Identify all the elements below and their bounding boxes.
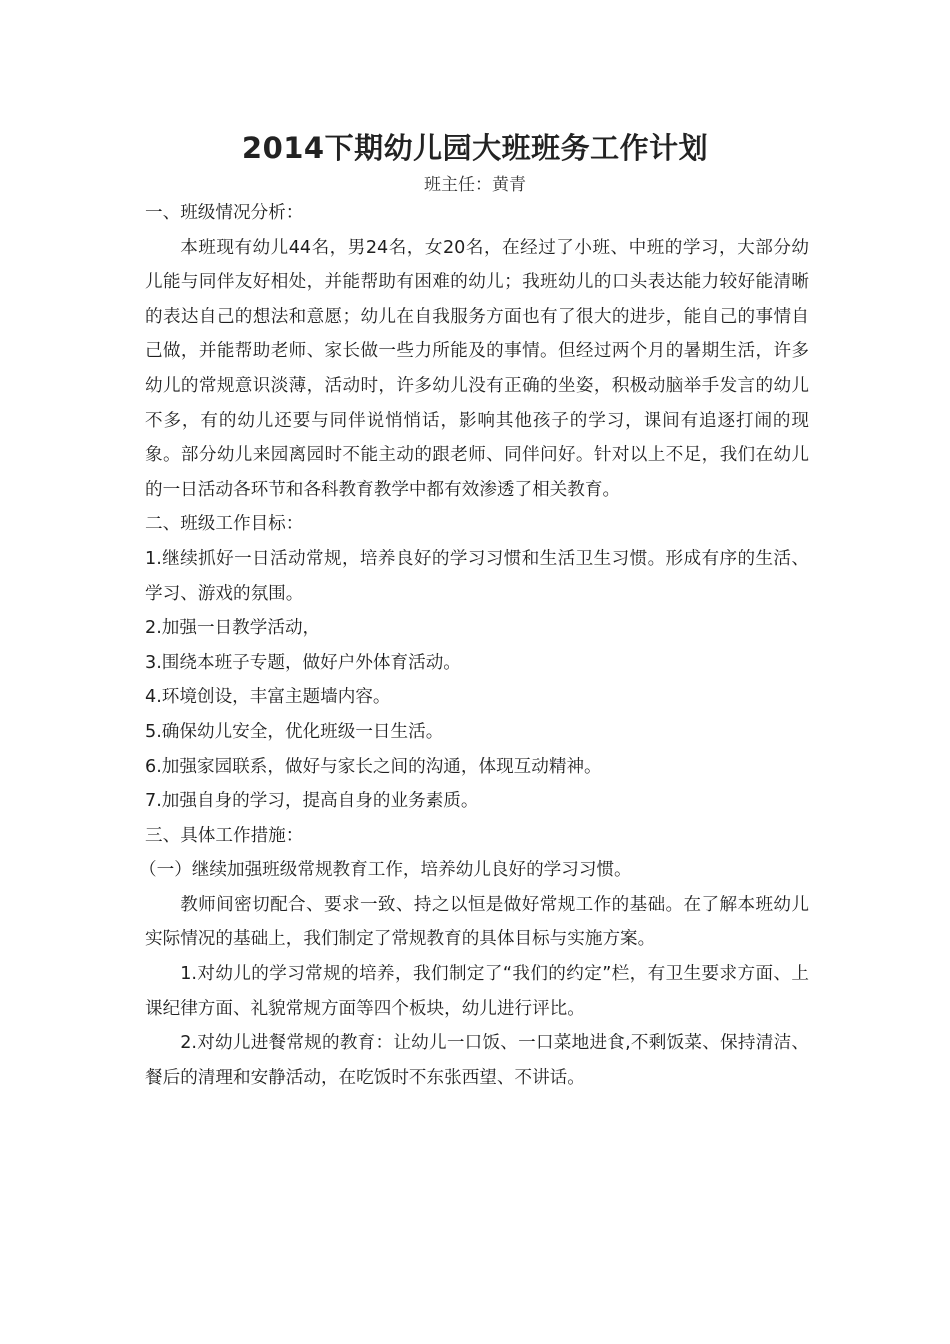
list-item: 2.加强一日教学活动， (145, 618, 321, 639)
list-item: 5.确保幼儿安全，优化班级一日生活。 (145, 721, 444, 742)
page-subtitle: 班主任：黄青 (424, 175, 526, 195)
list-item: 1.继续抓好一日活动常规，培养良好的学习习惯和生活卫生习惯。形成有序的生活、学习、游戏的氛围。 (145, 548, 809, 604)
list-item: 6.加强家园联系，做好与家长之间的沟通，体现互动精神。 (145, 756, 602, 777)
body-paragraph: 本班现有幼儿44名，男24名，女20名，在经过了小班、中班的学习，大部分幼儿能与同伴友好相处，并能帮助有困难的幼儿；我班幼儿的口头表达能力较好能清晰的表达自己的想法和意愿；幼儿在自我服务方面也有了很大的进步，能自己的事情自己做，并能帮助老师、家长做一些力所能及的事情。但经过两个月的暑期生活，许多幼儿的常规意识淡薄，活动时，许多幼儿没有正确的坐姿，积极动脑举手发言的幼儿不多，有的幼儿还要与同伴说悄悄话，影响其他孩子的学习，课间有追逐打闹的现象。部分幼儿来园离园时不能主动的跟老师、同伴问好。针对以上不足，我们在幼儿的一日活动各环节和各科教育教学中都有效渗透了相关教育。 (145, 237, 809, 500)
subsection-heading: （一）继续加强班级常规教育工作，培养幼儿良好的学习习惯。 (139, 860, 632, 881)
section-heading: 三、具体工作措施： (145, 825, 304, 846)
section-heading: 二、班级工作目标： (145, 514, 304, 535)
section-heading: 一、班级情况分析： (145, 203, 304, 223)
document-body (139, 196, 809, 1095)
list-item: 4.环境创设，丰富主题墙内容。 (145, 687, 391, 708)
list-item: 7.加强自身的学习，提高自身的业务素质。 (145, 791, 479, 812)
body-paragraph: 教师间密切配合、要求一致、持之以恒是做好常规工作的基础。在了解本班幼儿实际情况的基础上，我们制定了常规教育的具体目标与实施方案。 (145, 894, 809, 950)
page-title: 2014下期幼儿园大班班务工作计划 (241, 131, 709, 165)
body-paragraph: 2.对幼儿进餐常规的教育：让幼儿一口饭、一口菜地进食,不剩饭菜、保持清洁、餐后的清理和安静活动，在吃饭时不东张西望、不讲话。 (145, 1033, 809, 1088)
body-paragraph: 1.对幼儿的学习常规的培养，我们制定了“我们的约定”栏，有卫生要求方面、上课纪律方面、礼貌常规方面等四个板块，幼儿进行评比。 (145, 964, 809, 1019)
list-item: 3.围绕本班子专题，做好户外体育活动。 (145, 652, 461, 673)
